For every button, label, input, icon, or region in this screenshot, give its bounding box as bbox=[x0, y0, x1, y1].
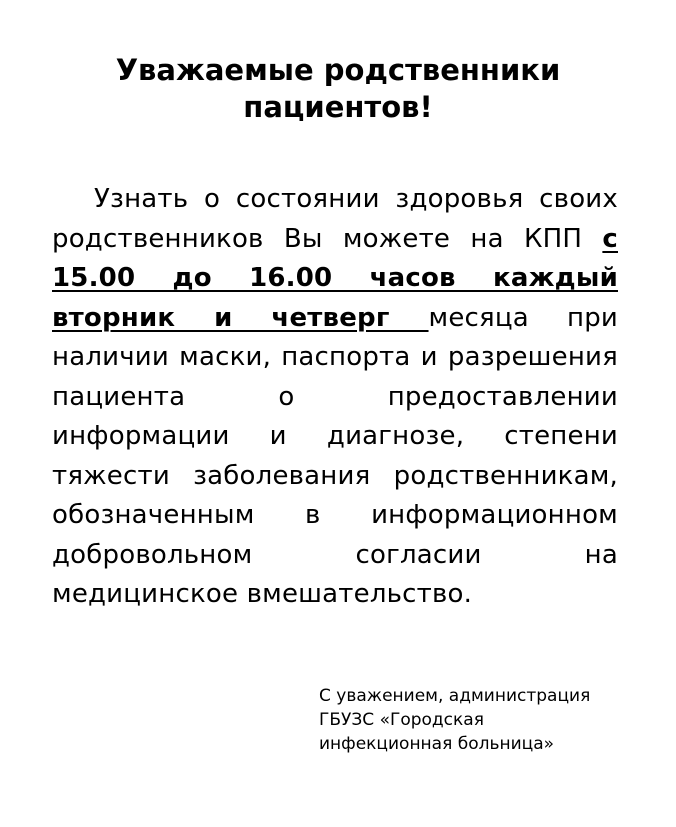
signature-line-1: С уважением, администрация bbox=[319, 686, 591, 706]
notice-title bbox=[40, 52, 636, 126]
visiting-schedule: с 15.00 до 16.00 часов каждый вторник и четверг bbox=[52, 223, 618, 333]
notice-body bbox=[52, 180, 618, 615]
signature-block bbox=[319, 684, 639, 756]
signature-line-2: ГБУЗС «Городская bbox=[319, 710, 484, 730]
body-lead-text: Узнать о состоянии здоровья своих родственников Вы можете на КПП bbox=[52, 184, 618, 254]
title-line-1: Уважаемые родственники bbox=[115, 53, 561, 87]
title-line-2: пациентов! bbox=[243, 90, 433, 124]
signature-line-3: инфекционная больница» bbox=[319, 734, 555, 754]
body-conditions-text: месяца при наличии маски, паспорта и разрешения пациента о предоставлении информации и диагнозе, степени тяжести заболевания родственникам, обозначенным в информационном добровольном согласии на медицинское вмешательство. bbox=[52, 302, 619, 609]
